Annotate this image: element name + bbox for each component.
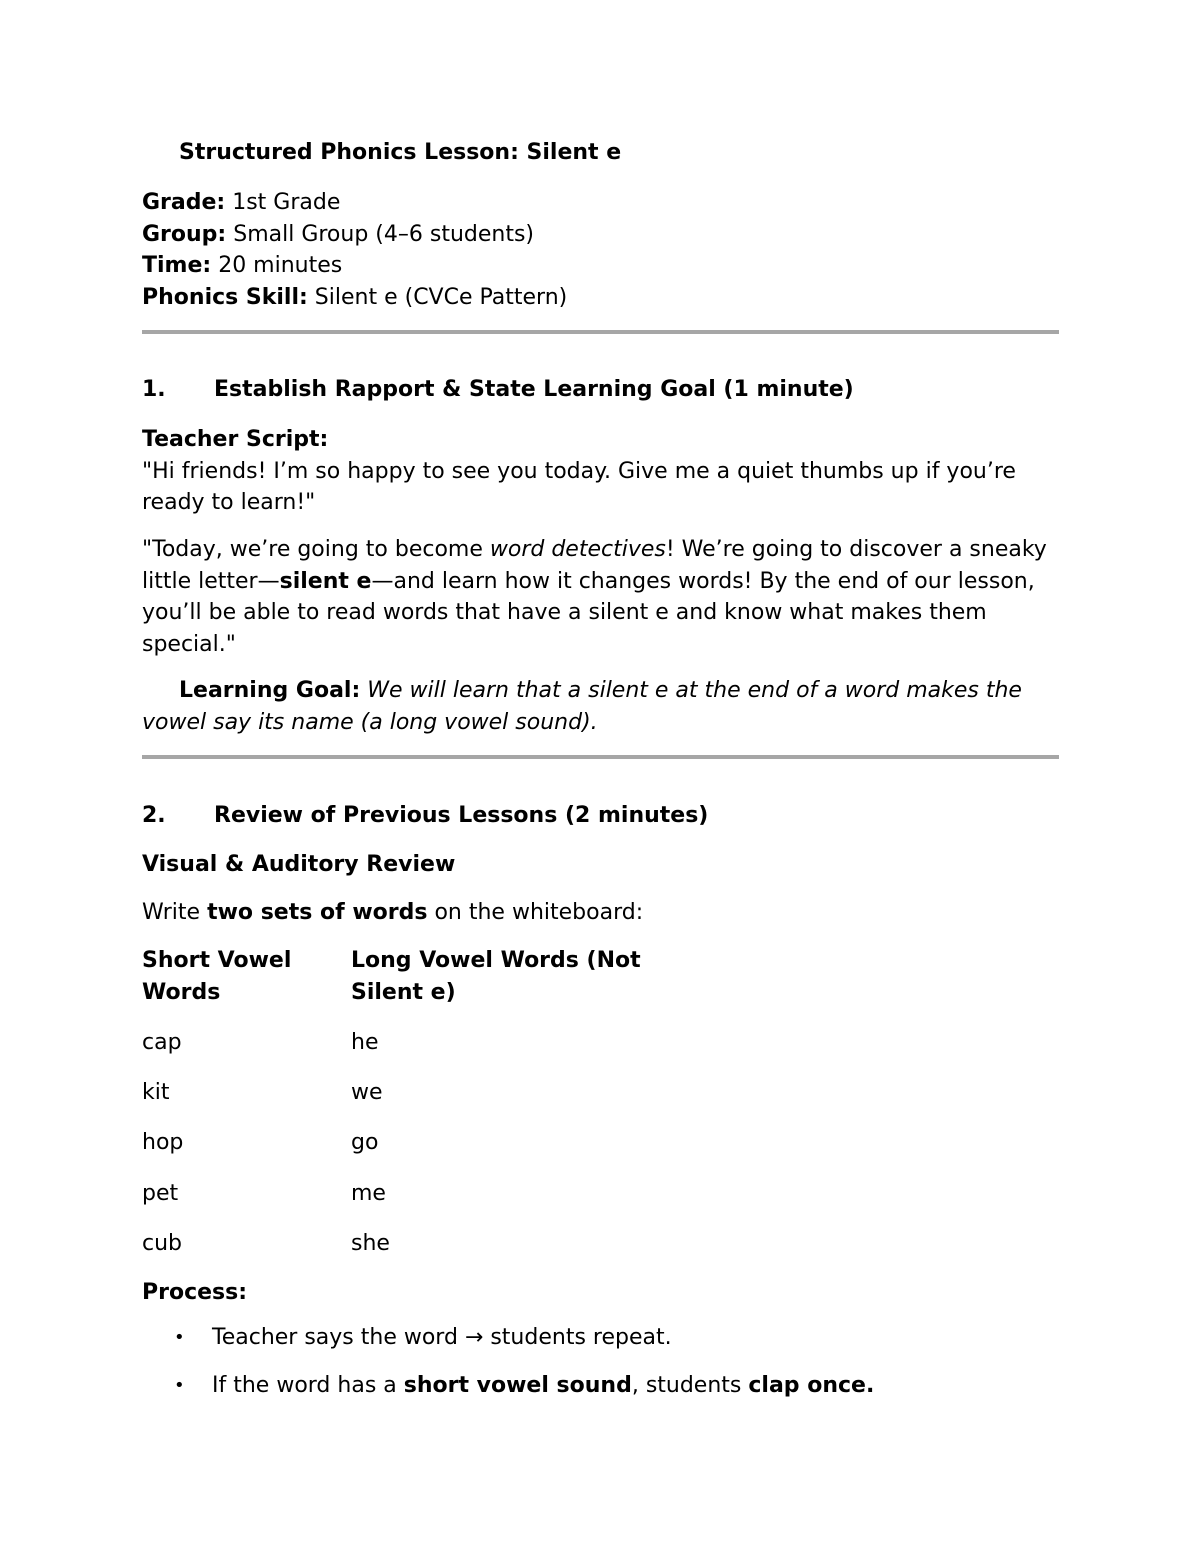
write-part-1: Write: [142, 900, 208, 925]
write-instruction: [142, 897, 1060, 929]
table-cell: me: [351, 1180, 386, 1206]
learning-goal-label: Learning Goal:: [179, 678, 361, 703]
process-step-2-part-4: clap once.: [748, 1373, 875, 1398]
time-line: [142, 250, 567, 282]
table-row: [142, 1027, 681, 1077]
skill-line: [142, 282, 567, 314]
table-cell: go: [351, 1130, 379, 1156]
long-vowel-header: Long Vowel Words (Not Silent e): [351, 948, 641, 1005]
intro-part-2: ! We’re going to discover a sneaky little letter—: [142, 537, 1047, 594]
process-step-2-part-3: , students: [631, 1373, 749, 1398]
teacher-script-label: Teacher Script:: [142, 427, 329, 452]
process-list: [142, 1322, 874, 1418]
lesson-meta: [142, 187, 567, 314]
grade-line: [142, 187, 567, 219]
word-detectives-text: word detectives: [489, 537, 666, 562]
time-value: 20 minutes: [211, 253, 343, 279]
table-cell: cub: [142, 1230, 183, 1256]
grade-label: Grade:: [142, 190, 226, 215]
table-cell: kit: [142, 1080, 170, 1106]
section-1-number: 1.: [142, 377, 166, 402]
table-cell: pet: [142, 1180, 179, 1206]
group-line: [142, 219, 567, 251]
process-step-2-part-2: short vowel sound: [403, 1373, 632, 1398]
list-item: [142, 1370, 874, 1402]
table-row: [142, 1127, 681, 1177]
table-cell: she: [351, 1230, 390, 1256]
intro-part-1: "Today, we’re going to become: [142, 537, 490, 562]
table-header-row: [142, 945, 681, 1027]
group-value: Small Group (4–6 students): [226, 221, 535, 247]
grade-value: 1st Grade: [225, 190, 341, 215]
short-vowel-header: Short Vowel Words: [142, 948, 292, 1005]
silent-e-text: silent e: [279, 568, 372, 594]
intro-part-3: —and learn how it changes words! By the end of our lesson, you’ll be able to read words that have a silent e and know what makes them special.": [142, 568, 1035, 657]
word-table: [142, 945, 681, 1278]
bullet-icon: •: [174, 1327, 185, 1348]
teacher-script-line: "Hi friends! I’m so happy to see you today. Give me a quiet thumbs up if you’re ready to learn!": [142, 458, 1016, 515]
section-2-title: Review of Previous Lessons (2 minutes): [214, 803, 709, 828]
section-1-heading: [142, 377, 854, 402]
learning-goal-text: We will learn that a silent e at the end of a word makes the vowel say its name (a long vowel sound).: [142, 678, 1022, 735]
section-2-number: 2.: [142, 803, 166, 828]
lesson-title: Structured Phonics Lesson: Silent e: [179, 140, 622, 165]
process-step-1: Teacher says the word → students repeat.: [212, 1325, 672, 1350]
process-label: Process:: [142, 1280, 248, 1305]
table-cell: hop: [142, 1130, 184, 1156]
table-cell: cap: [142, 1030, 182, 1055]
write-part-3: on the whiteboard:: [427, 900, 644, 925]
group-label: Group:: [142, 221, 227, 247]
review-subheading: Visual & Auditory Review: [142, 852, 456, 877]
teacher-script: [142, 424, 1060, 519]
section-1-title: Establish Rapport & State Learning Goal (1 minute): [214, 377, 854, 402]
intro-paragraph: [142, 534, 1060, 660]
skill-label: Phonics Skill:: [142, 285, 308, 311]
table-cell: he: [351, 1030, 379, 1055]
horizontal-rule: [142, 755, 1059, 759]
section-2-heading: [142, 803, 708, 828]
learning-goal: [142, 675, 1060, 738]
table-cell: we: [351, 1080, 383, 1106]
table-row: [142, 1077, 681, 1127]
write-part-2: two sets of words: [207, 900, 428, 925]
table-row: [142, 1178, 681, 1228]
list-item: [142, 1322, 874, 1354]
table-row: [142, 1228, 681, 1278]
process-step-2-part-1: If the word has a: [212, 1373, 404, 1398]
time-label: Time:: [142, 253, 212, 279]
skill-value: Silent e (CVCe Pattern): [307, 285, 568, 311]
bullet-icon: •: [174, 1375, 185, 1396]
horizontal-rule: [142, 330, 1059, 334]
